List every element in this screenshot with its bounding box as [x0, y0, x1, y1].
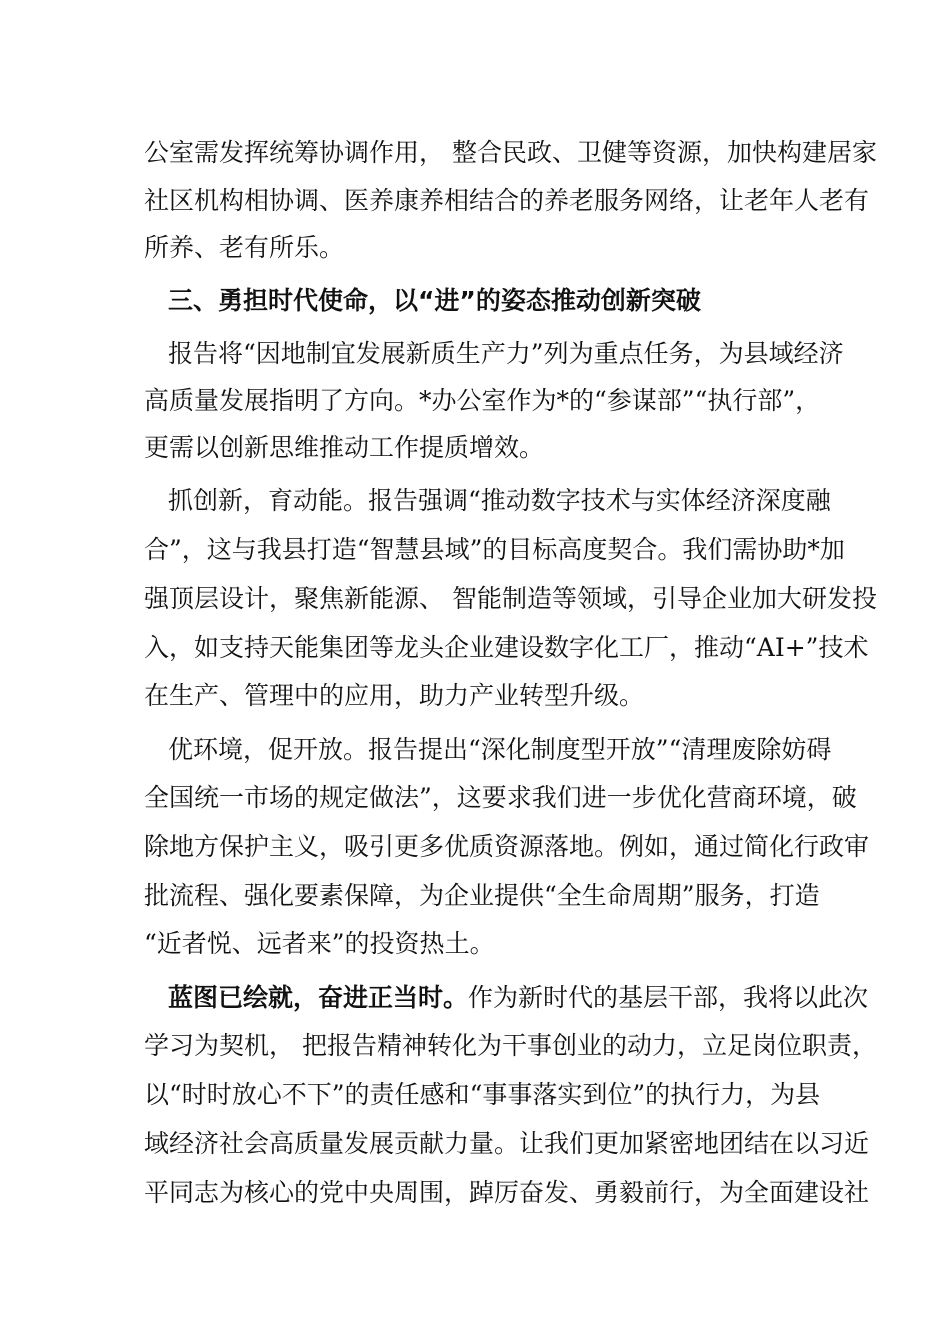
paragraph-5-line-3: 以“时时放心不下”的责任感和“事事落实到位”的执行力，为县 — [144, 1080, 821, 1109]
paragraph-1-line-3: 所养、老有所乐。 — [144, 233, 345, 262]
paragraph-5-line-1 — [168, 981, 869, 1015]
paragraph-5-line-1-rest: 作为新时代的基层干部，我将以此次 — [468, 983, 869, 1012]
paragraph-1-line-1: 公室需发挥统筹协调作用， 整合民政、卫健等资源，加快构建居家 — [144, 138, 877, 167]
paragraph-3-line-3: 强顶层设计，聚焦新能源、 智能制造等领域，引导企业加大研发投 — [144, 584, 877, 613]
paragraph-2-line-3: 更需以创新思维推动工作提质增效。 — [144, 433, 545, 462]
paragraph-3-line-5: 在生产、管理中的应用，助力产业转型升级。 — [144, 681, 645, 710]
paragraph-5-line-4: 域经济社会高质量发展贡献力量。让我们更加紧密地团结在以习近 — [144, 1129, 870, 1158]
paragraph-3-line-2: 合”，这与我县打造“智慧县域”的目标高度契合。我们需协助*加 — [144, 535, 845, 564]
paragraph-5-line-5: 平同志为核心的党中央周围，踔厉奋发、勇毅前行，为全面建设社 — [144, 1178, 870, 1207]
paragraph-5-lead: 蓝图已绘就，奋进正当时。 — [168, 983, 469, 1012]
section-heading: 三、勇担时代使命，以“进”的姿态推动创新突破 — [168, 286, 701, 315]
paragraph-1-line-2: 社区机构相协调、医养康养相结合的养老服务网络，让老年人老有 — [144, 186, 870, 215]
paragraph-2-line-2: 高质量发展指明了方向。*办公室作为*的“参谋部”“执行部”， — [144, 386, 821, 415]
paragraph-4-line-4: 批流程、强化要素保障，为企业提供“全生命周期”服务，打造 — [144, 881, 820, 910]
paragraph-4-line-2: 全国统一市场的规定做法”，这要求我们进一步优化营商环境，破 — [144, 783, 857, 812]
paragraph-4-line-1: 优环境，促开放。报告提出“深化制度型开放”“清理废除妨碍 — [168, 735, 832, 764]
paragraph-3-line-4: 入，如支持天能集团等龙头企业建设数字化工厂，推动“AI+”技术 — [144, 633, 869, 662]
paragraph-4-line-3: 除地方保护主义，吸引更多优质资源落地。例如，通过简化行政审 — [144, 832, 870, 861]
paragraph-3-line-1: 抓创新，育动能。报告强调“推动数字技术与实体经济深度融 — [168, 486, 831, 515]
paragraph-4-line-5: “近者悦、远者来”的投资热土。 — [144, 929, 495, 958]
paragraph-5-line-2: 学习为契机， 把报告精神转化为干事创业的动力，立足岗位职责， — [144, 1031, 877, 1060]
paragraph-2-line-1: 报告将“因地制宜发展新质生产力”列为重点任务，为县域经济 — [168, 339, 844, 368]
